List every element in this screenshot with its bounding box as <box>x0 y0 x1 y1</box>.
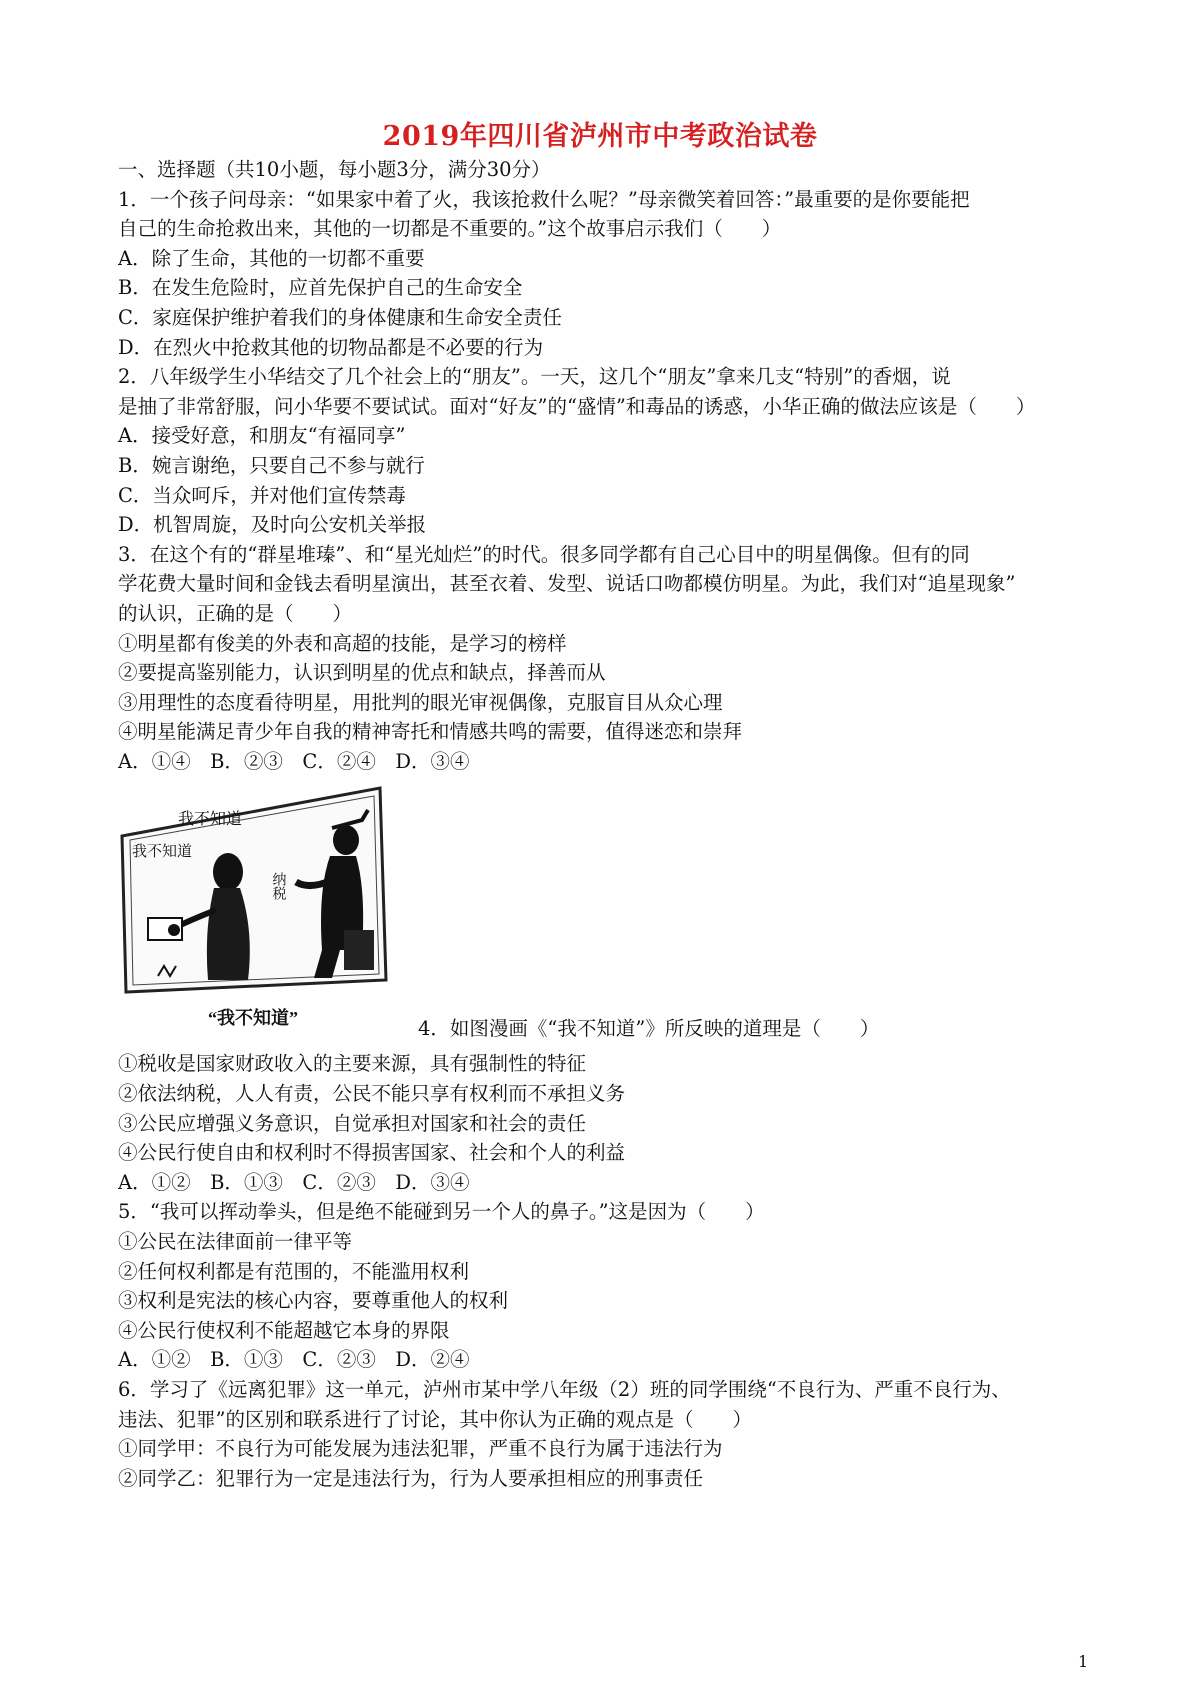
section-heading: 一、选择题（共10小题，每小题3分，满分30分） <box>118 158 551 181</box>
statement-line: ①明星都有俊美的外表和高超的技能，是学习的榜样 <box>118 631 567 655</box>
question-1 <box>118 185 1108 363</box>
question-line: 1．一个孩子问母亲：“如果家中着了火，我该抢救什么呢？”母亲微笑着回答：”最重要的是你要能把 <box>118 187 970 211</box>
option-line: D．在烈火中抢救其他的切物品都是不必要的行为 <box>118 335 544 359</box>
answer-choices: A．①④ B．②③ C．②④ D．③④ <box>118 749 470 773</box>
exam-content <box>118 155 1108 1493</box>
question-6 <box>118 1375 1108 1493</box>
statement-line: ①税收是国家财政收入的主要来源，具有强制性的特征 <box>118 1052 587 1076</box>
question-4-figure-row <box>118 776 1108 1049</box>
question-line: 2．八年级学生小华结交了几个社会上的“朋友”。一天，这几个“朋友”拿来几支“特别”的香烟，说 <box>118 365 951 389</box>
question-line: 自己的生命抢救出来，其他的一切都是不重要的。”这个故事启示我们（ ） <box>118 217 782 241</box>
statement-line: ③公民应增强义务意识，自觉承担对国家和社会的责任 <box>118 1111 587 1135</box>
question-3 <box>118 540 1108 777</box>
bubble-text-top: 我不知道 <box>178 811 243 829</box>
answer-choices: A．①② B．①③ C．②③ D．②④ <box>118 1348 470 1372</box>
question-2 <box>118 362 1108 540</box>
statement-line: ③权利是宪法的核心内容，要尊重他人的权利 <box>118 1289 509 1313</box>
cartoon-caption: “我不知道” <box>208 1008 298 1029</box>
option-line: B．婉言谢绝，只要自己不参与就行 <box>118 453 425 477</box>
option-line: B．在发生危险时，应首先保护自己的生命安全 <box>118 276 523 300</box>
option-line: C．家庭保护维护着我们的身体健康和生命安全责任 <box>118 305 562 329</box>
statement-line: ②任何权利都是有范围的，不能滥用权利 <box>118 1259 470 1283</box>
exam-title: 2019年四川省泸州市中考政治试卷 <box>382 121 818 152</box>
statement-line: ①同学甲：不良行为可能发展为违法犯罪，严重不良行为属于违法行为 <box>118 1437 723 1461</box>
question-4-stem: 4．如图漫画《“我不知道”》所反映的道理是（ ） <box>418 1017 880 1041</box>
answer-choices: A．①② B．①③ C．②③ D．③④ <box>118 1170 470 1194</box>
statement-line: ②同学乙：犯罪行为一定是违法行为，行为人要承担相应的刑事责任 <box>118 1466 704 1490</box>
option-line: D．机智周旋，及时向公安机关举报 <box>118 513 427 537</box>
statement-line: ②要提高鉴别能力，认识到明星的优点和缺点，择善而从 <box>118 661 606 685</box>
question-5 <box>118 1197 1108 1375</box>
statement-line: ②依法纳税，人人有责，公民不能只享有权利而不承担义务 <box>118 1082 626 1106</box>
question-line: 6．学习了《远离犯罪》这一单元，泸州市某中学八年级（2）班的同学围绕“不良行为、严重不良行为、 <box>118 1378 1011 1401</box>
statement-line: ④公民行使自由和权利时不得损害国家、社会和个人的利益 <box>118 1141 626 1165</box>
question-4 <box>118 1049 1108 1197</box>
statement-line: ①公民在法律面前一律平等 <box>118 1230 353 1254</box>
page-number: 1 <box>1078 1652 1089 1671</box>
option-line: A．接受好意，和朋友“有福同享” <box>118 424 406 448</box>
question-line: 学花费大量时间和金钱去看明星演出，甚至衣着、发型、说话口吻都模仿明星。为此，我们对“追星现象” <box>118 572 1016 596</box>
question-line: 的认识，正确的是（ ） <box>118 601 353 625</box>
question-line: 违法、犯罪”的区别和联系进行了讨论，其中你认为正确的观点是（ ） <box>118 1407 752 1431</box>
bubble-text-left: 我不知道 <box>132 844 193 861</box>
statement-line: ④公民行使权利不能超越它本身的界限 <box>118 1318 450 1342</box>
tax-cartoon-image <box>118 780 404 1042</box>
question-line: 是抽了非常舒服，问小华要不要试试。面对“好友”的“盛情”和毒品的诱惑，小华正确的做法应该是（ ） <box>118 394 1036 418</box>
option-line: C．当众呵斥，并对他们宣传禁毒 <box>118 483 406 507</box>
option-line: A．除了生命，其他的一切都不重要 <box>118 246 425 270</box>
statement-line: ③用理性的态度看待明星，用批判的眼光审视偶像，克服盲目从众心理 <box>118 690 723 714</box>
question-line: 3．在这个有的“群星堆瑧”、和“星光灿烂”的时代。很多同学都有自己心目中的明星偶像。但有的同 <box>118 542 970 566</box>
question-line: 5．“我可以挥动拳头，但是绝不能碰到另一个人的鼻子。”这是因为（ ） <box>118 1200 765 1224</box>
statement-line: ④明星能满足青少年自我的精神寄托和情感共鸣的需要，值得迷恋和崇拜 <box>118 720 743 744</box>
svg-text:纳税: 纳税 <box>270 872 286 901</box>
tax-label <box>271 872 287 902</box>
